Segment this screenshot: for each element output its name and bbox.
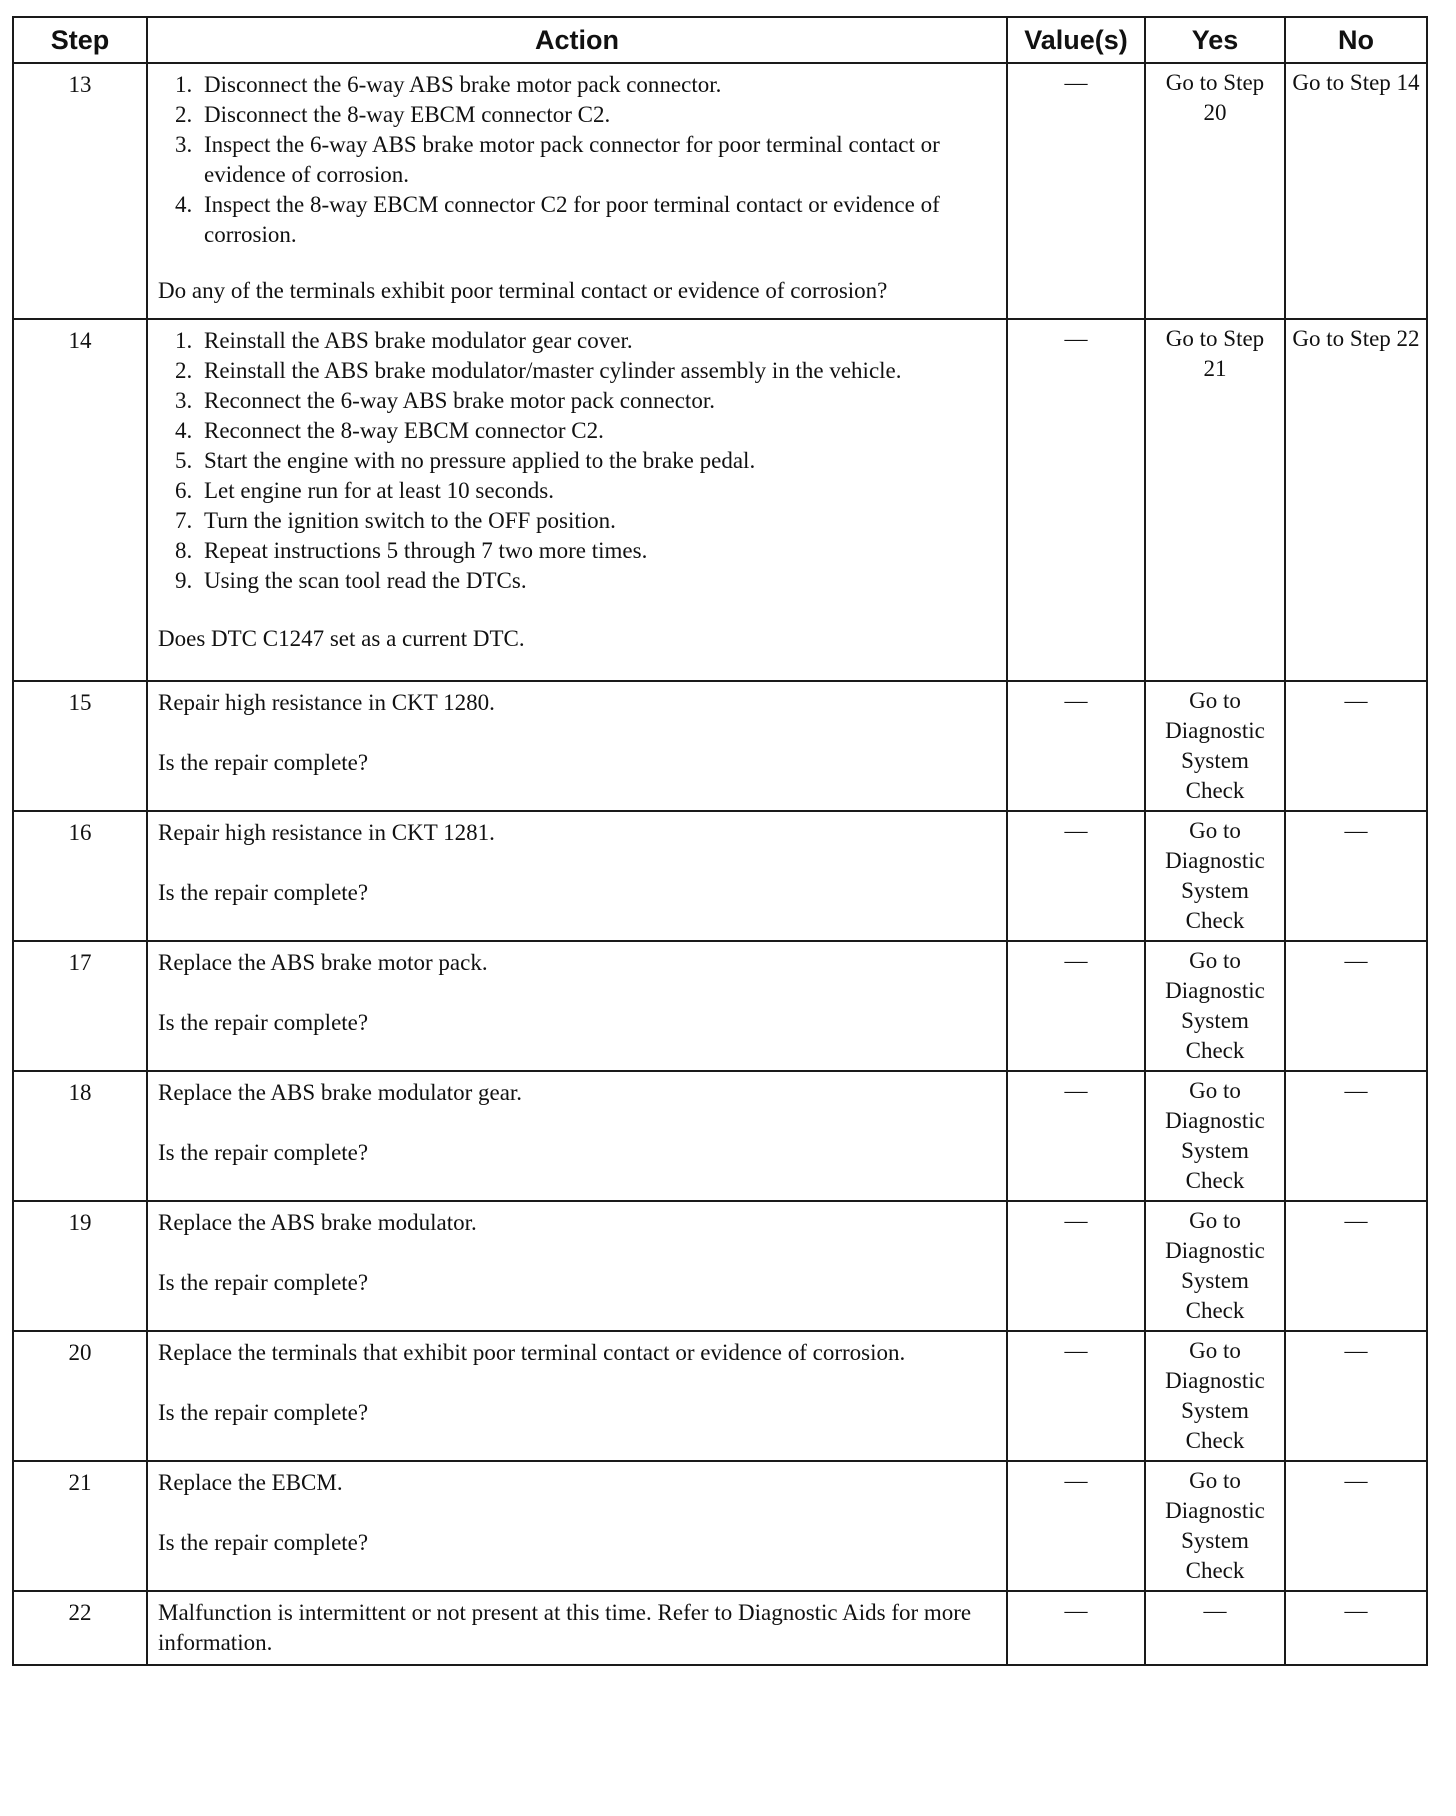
no-cell: — <box>1285 1201 1427 1331</box>
no-cell: — <box>1285 1591 1427 1665</box>
instruction-item: 2. Disconnect the 8-way EBCM connector C2. <box>198 100 996 130</box>
no-cell: Go to Step 22 <box>1285 319 1427 681</box>
yes-cell: Go to Diagnostic System Check <box>1145 1201 1285 1331</box>
action-text: Replace the terminals that exhibit poor terminal contact or evidence of corrosion. <box>158 1340 906 1365</box>
step-number: 19 <box>13 1201 147 1331</box>
yes-cell: Go to Diagnostic System Check <box>1145 811 1285 941</box>
action-text: Replace the EBCM. <box>158 1470 343 1495</box>
question-text: Is the repair complete? <box>158 1530 369 1555</box>
question-text: Do any of the terminals exhibit poor terminal contact or evidence of corrosion? <box>158 278 888 303</box>
table-row-step-21 <box>13 1461 1427 1591</box>
question-text: Does DTC C1247 set as a current DTC. <box>158 626 525 651</box>
value-cell: — <box>1007 1331 1145 1461</box>
value-cell: — <box>1007 811 1145 941</box>
table-row-step-15 <box>13 681 1427 811</box>
value-cell: — <box>1007 941 1145 1071</box>
no-cell: — <box>1285 681 1427 811</box>
table-row-step-16 <box>13 811 1427 941</box>
header-row <box>13 17 1427 63</box>
yes-cell: Go to Diagnostic System Check <box>1145 1331 1285 1461</box>
instruction-item: 7. Turn the ignition switch to the OFF position. <box>198 506 996 536</box>
yes-cell: Go to Diagnostic System Check <box>1145 1461 1285 1591</box>
question-text: Is the repair complete? <box>158 1140 369 1165</box>
value-cell: — <box>1007 1201 1145 1331</box>
header-yes: Yes <box>1145 17 1285 63</box>
action-cell <box>147 1461 1007 1591</box>
value-cell: — <box>1007 319 1145 681</box>
header-action: Action <box>147 17 1007 63</box>
question-text: Is the repair complete? <box>158 750 369 775</box>
no-cell: Go to Step 14 <box>1285 63 1427 319</box>
action-cell <box>147 681 1007 811</box>
yes-cell: Go to Step 21 <box>1145 319 1285 681</box>
instruction-item: 1. Disconnect the 6-way ABS brake motor pack connector. <box>198 70 996 100</box>
header-values: Value(s) <box>1007 17 1145 63</box>
instruction-item: 3. Reconnect the 6-way ABS brake motor pack connector. <box>198 386 996 416</box>
step-number: 16 <box>13 811 147 941</box>
yes-cell: Go to Step 20 <box>1145 63 1285 319</box>
table-row-step-19 <box>13 1201 1427 1331</box>
step-number: 17 <box>13 941 147 1071</box>
table-row-step-18 <box>13 1071 1427 1201</box>
value-cell: — <box>1007 63 1145 319</box>
step-number: 20 <box>13 1331 147 1461</box>
instruction-item: 9. Using the scan tool read the DTCs. <box>198 566 996 596</box>
header-no: No <box>1285 17 1427 63</box>
instruction-item: 5. Start the engine with no pressure applied to the brake pedal. <box>198 446 996 476</box>
diagnostic-table <box>12 16 1428 1666</box>
table-row-step-13 <box>13 63 1427 319</box>
step-number: 15 <box>13 681 147 811</box>
no-cell: — <box>1285 1071 1427 1201</box>
instruction-item: 3. Inspect the 6-way ABS brake motor pack connector for poor terminal contact or evidence of corrosion. <box>198 130 996 190</box>
action-cell <box>147 811 1007 941</box>
instruction-item: 6. Let engine run for at least 10 seconds. <box>198 476 996 506</box>
table-row-step-14 <box>13 319 1427 681</box>
table-row-step-22 <box>13 1591 1427 1665</box>
step-number: 18 <box>13 1071 147 1201</box>
action-text: Repair high resistance in CKT 1281. <box>158 820 495 845</box>
no-cell: — <box>1285 1461 1427 1591</box>
step-number: 22 <box>13 1591 147 1665</box>
value-cell: — <box>1007 1591 1145 1665</box>
action-cell <box>147 1201 1007 1331</box>
value-cell: — <box>1007 1071 1145 1201</box>
action-text: Repair high resistance in CKT 1280. <box>158 690 495 715</box>
value-cell: — <box>1007 681 1145 811</box>
action-text: Malfunction is intermittent or not present at this time. Refer to Diagnostic Aids for more information. <box>158 1600 972 1655</box>
table-row-step-17 <box>13 941 1427 1071</box>
step-number: 13 <box>13 63 147 319</box>
question-text: Is the repair complete? <box>158 1010 369 1035</box>
yes-cell: — <box>1145 1591 1285 1665</box>
action-cell <box>147 1331 1007 1461</box>
action-cell <box>147 1071 1007 1201</box>
no-cell: — <box>1285 1331 1427 1461</box>
action-cell <box>147 941 1007 1071</box>
instruction-list <box>158 70 996 250</box>
value-cell: — <box>1007 1461 1145 1591</box>
instruction-item: 2. Reinstall the ABS brake modulator/master cylinder assembly in the vehicle. <box>198 356 996 386</box>
no-cell: — <box>1285 941 1427 1071</box>
action-text: Replace the ABS brake motor pack. <box>158 950 488 975</box>
question-text: Is the repair complete? <box>158 1270 369 1295</box>
instruction-item: 1. Reinstall the ABS brake modulator gear cover. <box>198 326 996 356</box>
action-text: Replace the ABS brake modulator gear. <box>158 1080 523 1105</box>
action-cell <box>147 319 1007 681</box>
header-step: Step <box>13 17 147 63</box>
yes-cell: Go to Diagnostic System Check <box>1145 941 1285 1071</box>
action-text: Replace the ABS brake modulator. <box>158 1210 477 1235</box>
step-number: 21 <box>13 1461 147 1591</box>
question-text: Is the repair complete? <box>158 1400 369 1425</box>
instruction-item: 4. Inspect the 8-way EBCM connector C2 for poor terminal contact or evidence of corrosion. <box>198 190 996 250</box>
action-cell <box>147 1591 1007 1665</box>
question-text: Is the repair complete? <box>158 880 369 905</box>
yes-cell: Go to Diagnostic System Check <box>1145 681 1285 811</box>
instruction-item: 4. Reconnect the 8-way EBCM connector C2. <box>198 416 996 446</box>
table-row-step-20 <box>13 1331 1427 1461</box>
step-number: 14 <box>13 319 147 681</box>
instruction-item: 8. Repeat instructions 5 through 7 two more times. <box>198 536 996 566</box>
yes-cell: Go to Diagnostic System Check <box>1145 1071 1285 1201</box>
no-cell: — <box>1285 811 1427 941</box>
action-cell <box>147 63 1007 319</box>
instruction-list <box>158 326 996 596</box>
